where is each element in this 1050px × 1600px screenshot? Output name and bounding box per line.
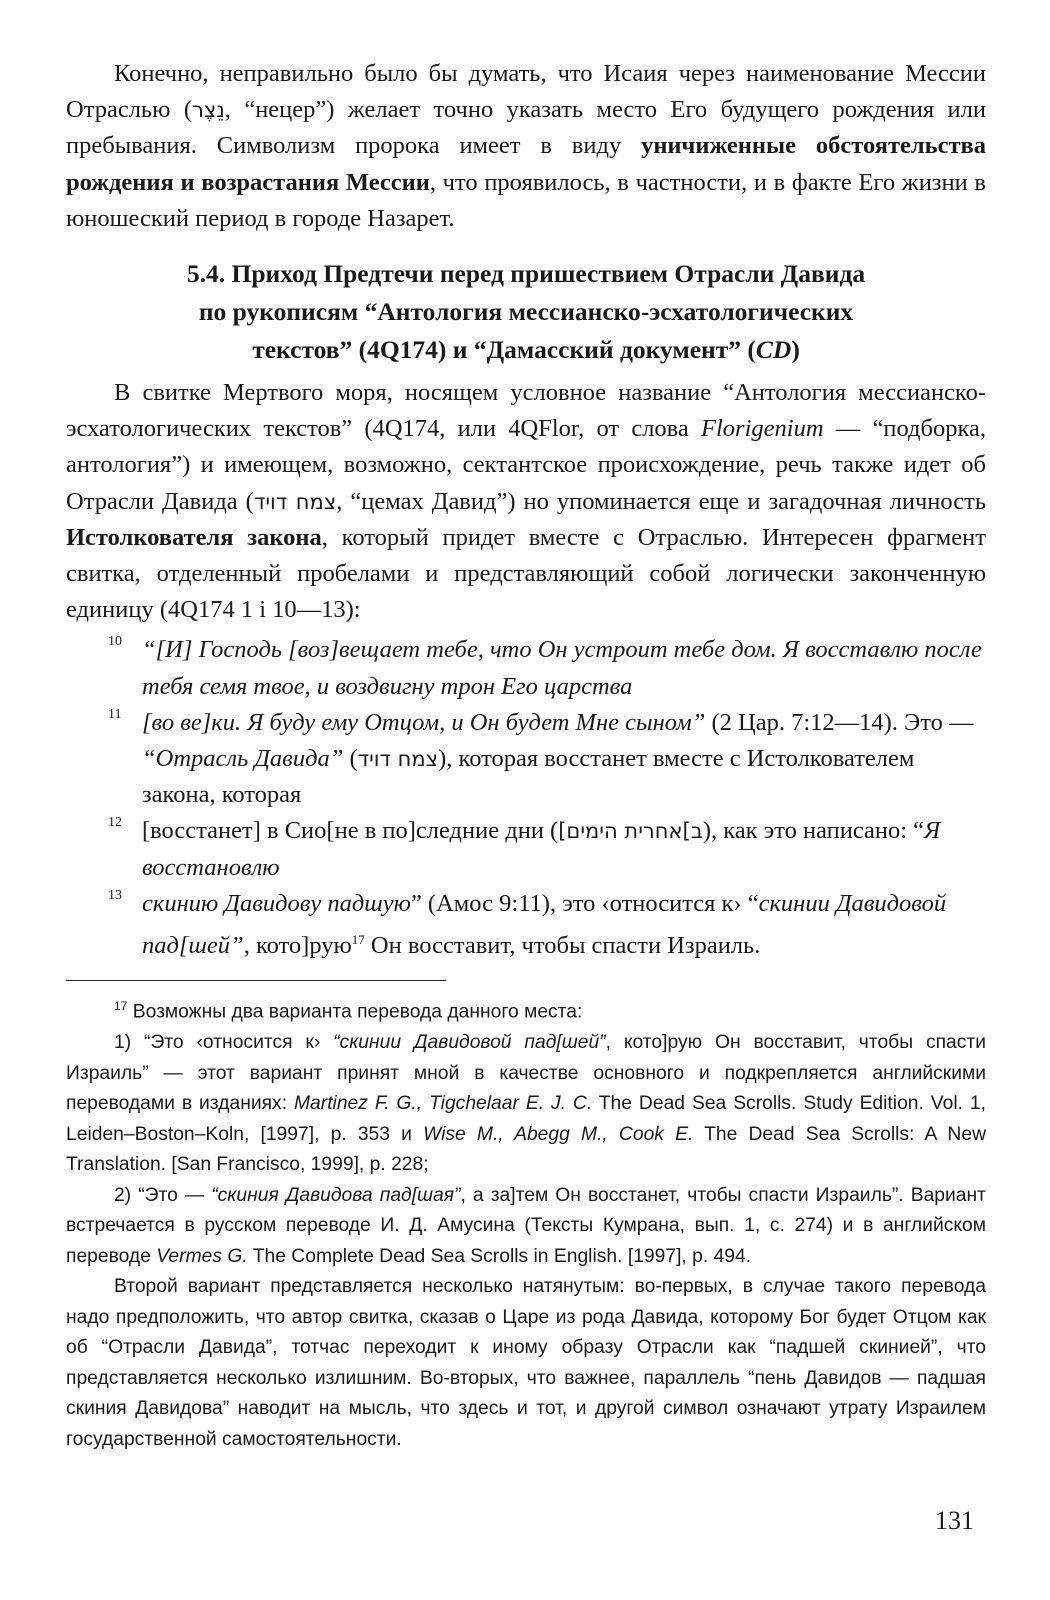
footnote-mark: 17 xyxy=(114,999,128,1014)
line-number-11: 11 xyxy=(108,706,122,722)
line-number-13: 13 xyxy=(108,887,122,903)
footnote-variant-1: 1) “Это ‹относится к› “скинии Давидовой пад[шей”, кото]рую Он восставит, чтобы спасти Израиль” — этот вариант принят мной в качестве основного и подкрепляется английскими переводами в изданиях: Martinez F. G., Tigchelaar E. J. C. The Dead Sea Scrolls. Study Edition. Vol. 1, Leiden–Boston–Koln, [1997], p. 353 и Wise M., Abegg M., Cook E. The Dead Sea Scrolls: A New Translation. [San Francisco, 1999], p. 228; xyxy=(66,1032,987,1176)
hebrew-last-days: ב]אחרית הימים] xyxy=(558,819,703,844)
footnote-variant-2: 2) “Это — “скиния Давидова пад[шая”, а за]тем Он восстанет, чтобы спасти Израиль”. Вариант встречается в русском переводе И. Д. Амусина (Тексты Кумрана, вып. 1, с. 274) и в английском переводе Vermes G. The Complete Dead Sea Scrolls in English. [1997], p. 494. xyxy=(66,1184,986,1267)
line-number-12: 12 xyxy=(108,815,122,831)
paragraph-nezer: Конечно, неправильно было бы думать, что Исаия через наименование Мессии Отраслью (נֵצֶר, “нецер”) желает точно указать место Его будущего рождения или пребывания. Символизм пророка имеет в виду уничиженные обстоятельства рождения и возрастания Мессии, что проявилось, в частности, и в факте Его жизни в юношеский период в городе Назарет. xyxy=(66,60,987,232)
hebrew-tsemah-david: צמח דויד xyxy=(253,489,337,514)
hebrew-nezer: נֵצֶר xyxy=(192,98,225,123)
bold-interpreter: Истолкователя закона xyxy=(66,523,322,551)
quote-line-13: 13 скинию Давидову падшую” (Амос 9:11), это ‹относится к› “скинии Давидовой пад[шей”, кото]рую$^{17}$ Он восставит, чтобы спасти Израиль. xyxy=(66,886,986,965)
page-number: 131 xyxy=(935,1506,974,1535)
section-heading xyxy=(66,255,986,369)
bold-phrase: уничиженные обстоятельства рождения и возрастания Мессии xyxy=(66,132,987,196)
heading-line-3: текстов” (4Q174) и “Дамасский документ” (CD) xyxy=(252,335,800,365)
hebrew-tsemah-david-2: צמח דויד xyxy=(357,747,439,772)
footnote-commentary: Второй вариант представляется несколько натянутым: во-первых, в случае такого перевода надо предположить, что автор свитка, сказав о Царе из рода Давида, которому Бог будет Отцом как об “Отрасли Давида”, тотчас переходит к иному образу Отрасли как “падшей скинией”, что представляется несколько излишним. Во-вторых, что важнее, параллель “пень Давидов — падшая скиния Давидова” наводит на мысль, что здесь и тот, и другой символ означают утрату Израилем государственной самостоятельности. xyxy=(66,1276,986,1450)
heading-line-2: по рукописям “Антология мессианско-эсхатологических xyxy=(198,297,854,327)
book-page xyxy=(66,56,986,1455)
footnote-block xyxy=(66,991,986,1455)
quote-line-11: 11 [во ве]ки. Я буду ему Отцом, и Он будет Мне сыном” (2 Цар. 7:12—14). Это — “Отрасль Давида” (צמח דויד), которая восстанет вместе с Истолкователем закона, которая xyxy=(66,705,986,814)
quote-line-10: 10 “[И] Господь [воз]вещает тебе, что Он устроит тебе дом. Я восставлю после тебя семя твое, и воздвигну трон Его царства xyxy=(66,632,986,704)
line-number-10: 10 xyxy=(108,634,122,650)
footnote-divider xyxy=(66,980,446,981)
quote-line-12: 12 [восстанет] в Сио[не в по]следние дни (ב]אחרית הימים]), как это написано: “Я восстановлю xyxy=(66,813,986,885)
footnote-ref-17[interactable]: 17 xyxy=(351,932,365,948)
scroll-quotation xyxy=(66,632,986,964)
footnote-intro: $^{17}$ Возможны два варианта перевода данного места: xyxy=(114,999,583,1023)
paragraph-florilegium: В свитке Мертвого моря, носящем условное название “Антология мессианско-эсхатологических текстов” (4Q174, или 4QFlor, от слова Florigenium — “подборка, антология”) и имеющем, возможно, сектантское происхождение, речь также идет об Отрасли Давида (צמח דויד, “цемах Давид”) но упоминается еще и загадочная личность Истолкователя закона, который придет вместе с Отраслью. Интересен фрагмент свитка, отделенный пробелами и представляющий собой логически законченную единицу (4Q174 1 i 10—13): xyxy=(66,379,986,624)
heading-line-1: 5.4. Приход Предтечи перед пришествием Отрасли Давида xyxy=(186,259,866,289)
